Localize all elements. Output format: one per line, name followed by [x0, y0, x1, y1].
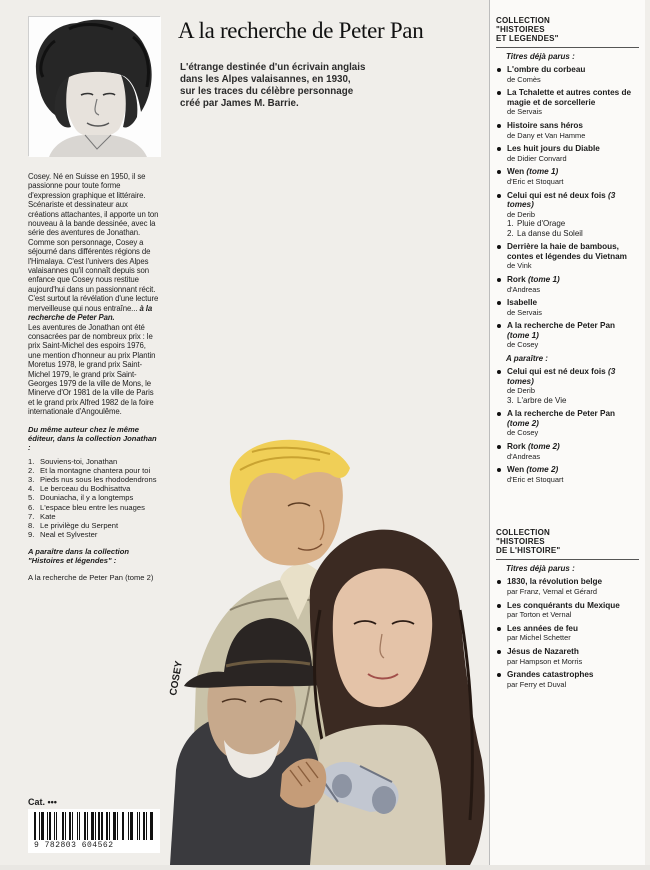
artist-signature: COSEY: [168, 660, 186, 697]
entry-title-text: Celui qui est né deux fois: [507, 367, 606, 377]
list-title: Et la montagne chantera pour toi: [40, 465, 151, 475]
jonathan-list-item: [28, 457, 160, 466]
list-number: 8.: [28, 520, 35, 530]
collection-entry: [496, 409, 639, 438]
collection-entry: [496, 242, 639, 271]
list-title: Pieds nus sous les rhododendrons: [40, 474, 157, 484]
list-title: Le berceau du Bodhisattva: [40, 484, 131, 494]
entry-author: de Cosey: [507, 340, 539, 350]
entry-author: d'Eric et Stoquart: [507, 176, 564, 186]
entry-volume: (tome 2): [526, 465, 559, 475]
sub-volume-title: La danse du Soleil: [517, 228, 583, 238]
barcode: [28, 809, 160, 853]
bullet-icon: [497, 324, 501, 328]
entry-volume: (tome 1): [507, 330, 539, 340]
collection-title-line: DE L'HISTOIRE": [496, 546, 561, 556]
entry-title: [507, 624, 639, 634]
list-title: Neal et Sylvester: [40, 530, 98, 540]
collection-entry: [496, 442, 639, 461]
entry-title: [507, 65, 639, 75]
bullet-icon: [497, 147, 501, 151]
collection-entry: [496, 65, 639, 84]
entry-title: [507, 670, 639, 680]
list-number: 4.: [28, 484, 35, 494]
published-list: [496, 65, 639, 350]
list-title: Le privilège du Serpent: [40, 520, 119, 530]
collection-title-line: "HISTOIRES: [496, 537, 545, 547]
left-column: [28, 16, 160, 583]
collection-title-line: COLLECTION: [496, 16, 550, 25]
sub-volume-title: Pluie d'Orage: [517, 219, 566, 229]
entry-title: [507, 191, 639, 210]
bullet-icon: [497, 68, 501, 72]
bullet-icon: [497, 627, 501, 631]
entry-title: [507, 88, 639, 107]
entry-author: par Franz, Vernal et Gérard: [507, 587, 597, 596]
collection-entry: [496, 275, 639, 294]
entry-author: de Servais: [507, 107, 542, 117]
entry-title-text: Les années de feu: [507, 623, 578, 633]
entry-volume: (tome 1): [527, 274, 560, 284]
collections-column: [489, 0, 645, 865]
entry-author: par Michel Schetter: [507, 633, 571, 643]
entry-title-text: Les conquérants du Mexique: [507, 600, 620, 610]
blurb: [180, 62, 470, 110]
author-bio: [28, 172, 160, 417]
entry-title-text: Derrière la haie de bambous, contes et légendes du Vietnam: [507, 242, 627, 261]
entry-title-text: Les huit jours du Diable: [507, 144, 600, 154]
entry-author: de Vink: [507, 261, 532, 271]
jonathan-list-item: [28, 512, 160, 521]
jonathan-list-item: [28, 466, 160, 475]
same-author-heading: Du même auteur chez le même éditeur, dans la collection Jonathan :: [28, 424, 157, 452]
bullet-icon: [497, 194, 501, 198]
entry-title-text: A la recherche de Peter Pan: [507, 321, 616, 331]
sub-volume-number: 3.: [507, 395, 514, 405]
entry-title: [507, 242, 639, 261]
collection-entry: [496, 321, 639, 350]
entry-title-text: La Tchalette et autres contes de magie et de sorcellerie: [507, 88, 632, 107]
list-number: 5.: [28, 493, 35, 503]
divider: [496, 47, 639, 48]
bullet-icon: [497, 124, 501, 128]
cover-illustration: [170, 440, 488, 865]
bullet-icon: [497, 245, 501, 249]
collection-entry: [496, 298, 639, 317]
sub-volume: [507, 219, 639, 228]
collection-entry: [496, 624, 639, 643]
entry-title: [507, 601, 639, 611]
collection-entry: [496, 144, 639, 163]
collection-title-line: COLLECTION: [496, 528, 550, 538]
entry-title-text: Rork: [507, 274, 526, 284]
sub-volume: [507, 396, 639, 405]
bullet-icon: [497, 412, 501, 416]
sub-volume-number: 2.: [507, 228, 514, 238]
bullet-icon: [497, 278, 501, 282]
upcoming-title: A la recherche de Peter Pan (tome 2): [28, 573, 154, 583]
entry-volume: (tome 2): [527, 442, 560, 452]
entry-author: d'Eric et Stoquart: [507, 474, 564, 484]
sub-volume: [507, 229, 639, 238]
entry-author: de Dany et Van Hamme: [507, 130, 586, 140]
entry-author: par Torton et Vernal: [507, 610, 572, 620]
list-title: Douniacha, il y a longtemps: [40, 493, 134, 503]
entry-author: par Ferry et Duval: [507, 679, 567, 689]
sub-volume-title: L'arbre de Vie: [517, 395, 567, 405]
published-list: [496, 577, 639, 689]
entry-title: [507, 144, 639, 154]
bullet-icon: [497, 604, 501, 608]
collection-entry: [496, 577, 639, 596]
jonathan-list-item: [28, 493, 160, 502]
entry-title: [507, 409, 639, 428]
entry-author: d'Andreas: [507, 451, 541, 461]
entry-author: de Servais: [507, 307, 542, 317]
collection-entry: [496, 121, 639, 140]
entry-title-text: 1830, la révolution belge: [507, 577, 603, 587]
divider: [496, 559, 639, 560]
bullet-icon: [497, 170, 501, 174]
list-title: L'espace bleu entre les nuages: [40, 502, 145, 512]
entry-author: de Derib: [507, 209, 535, 219]
blurb-line: créé par James M. Barrie.: [180, 98, 299, 109]
entry-volume: (tome 2): [507, 418, 539, 428]
bullet-icon: [497, 468, 501, 472]
entry-title: [507, 577, 639, 587]
entry-author: par Hampson et Morris: [507, 656, 583, 666]
collection-entry: [496, 601, 639, 620]
collection-entry: [496, 88, 639, 117]
entry-title-text: Wen: [507, 167, 525, 177]
entry-volume: (3 tomes): [507, 190, 616, 210]
entry-title-text: Grandes catastrophes: [507, 670, 594, 680]
entry-volume: (3 tomes): [507, 367, 616, 386]
entry-title-text: A la recherche de Peter Pan: [507, 409, 616, 419]
entry-title-text: L'ombre du corbeau: [507, 65, 586, 74]
sub-volume-number: 1.: [507, 219, 514, 229]
entry-author: de Derib: [507, 386, 535, 396]
published-label: Titres déjà parus :: [506, 52, 575, 61]
upcoming-list: [496, 367, 639, 484]
bullet-icon: [497, 301, 501, 305]
collection-entry: [496, 670, 639, 689]
collection-entry: [496, 465, 639, 484]
collection-entry: [496, 367, 639, 405]
bullet-icon: [497, 650, 501, 654]
entry-title: [507, 442, 639, 452]
jonathan-list-item: [28, 530, 160, 539]
jonathan-list: [28, 457, 160, 540]
blurb-line: L'étrange destinée d'un écrivain anglais: [180, 62, 366, 73]
entry-author: de Comès: [507, 74, 541, 84]
bullet-icon: [497, 673, 501, 677]
collection-title-line: ET LEGENDES": [496, 34, 559, 43]
entry-author: de Didier Convard: [507, 153, 567, 163]
collection-entry: [496, 647, 639, 666]
author-photo: [28, 16, 160, 156]
published-label: Titres déjà parus :: [506, 564, 575, 574]
upcoming-label: A paraître :: [506, 354, 548, 364]
catalogue-label: Cat. •••: [28, 797, 57, 807]
jonathan-list-item: [28, 503, 160, 512]
collection-entry: [496, 167, 639, 186]
jonathan-list-item: [28, 484, 160, 493]
collection-entry: [496, 191, 639, 239]
bullet-icon: [497, 370, 501, 374]
entry-title: [507, 647, 639, 657]
entry-title-text: Histoire sans héros: [507, 120, 583, 130]
entry-title: [507, 367, 639, 386]
entry-title: [507, 298, 639, 308]
bio-italic: à la recherche de Peter Pan.: [28, 303, 153, 323]
entry-author: d'Andreas: [507, 284, 541, 294]
entry-title-text: Rork: [507, 442, 526, 452]
list-number: 3.: [28, 474, 35, 484]
list-title: Kate: [40, 511, 56, 521]
collection-title: [496, 16, 639, 43]
list-number: 1.: [28, 456, 35, 466]
bio-text: Cosey. Né en Suisse en 1950, il se passionne pour toute forme d'expression graphique et littéraire. Scénariste et dessinateur aux créations attachantes, il apporte un ton nouveau à la bande dessinée, avec la série des aventures de Jonathan. Comme son personnage, Cosey a séjourné dans différentes régions de l'Himalaya. C'est l'univers des Alpes valaisannes qu'il connaît depuis son enfance que Cosey nous restitue aujourd'hui dans un passionnant récit. C'est surtout la révélation d'une lecture merveilleuse qui nous entraîne...: [28, 172, 159, 313]
list-number: 6.: [28, 502, 35, 512]
jonathan-list-item: [28, 521, 160, 530]
entry-title-text: Wen: [507, 465, 525, 475]
book-title: A la recherche de Peter Pan: [178, 18, 424, 43]
entry-title-text: Isabelle: [507, 298, 538, 308]
barcode-digits: 9 782803 604562: [34, 841, 114, 850]
list-number: 7.: [28, 511, 35, 521]
upcoming-heading: A paraître dans la collection "Histoires et légendes" :: [28, 547, 129, 566]
bullet-icon: [497, 91, 501, 95]
entry-title-text: Celui qui est né deux fois: [507, 190, 606, 200]
entry-author: de Cosey: [507, 428, 539, 438]
list-title: Souviens-toi, Jonathan: [40, 456, 118, 466]
bio-prizes: Les aventures de Jonathan ont été consacrées par de nombreux prix : le prix Saint-Michel des espoirs 1976, une mention d'honneur au prix Plantin Moretus 1978, le grand prix Saint-Michel 1979, le grand prix Saint-Georges 1979 de la ville de Mons, le Minerve d'Or 1981 de la ville de Paris et le grand prix Alfred 1982 de la foire internationale d'Angoulême.: [28, 322, 156, 417]
list-number: 9.: [28, 530, 35, 540]
entry-title: [507, 465, 639, 475]
collection-title-line: "HISTOIRES: [496, 25, 545, 34]
entry-title: [507, 321, 639, 340]
entry-title-text: Jésus de Nazareth: [507, 646, 579, 656]
entry-volume: (tome 1): [526, 167, 559, 177]
entry-title: [507, 275, 639, 285]
collection-title: [496, 528, 639, 555]
entry-title: [507, 121, 639, 131]
bullet-icon: [497, 445, 501, 449]
blurb-line: sur les traces du célèbre personnage: [180, 86, 354, 97]
blurb-line: dans les Alpes valaisannes, en 1930,: [180, 74, 351, 85]
entry-title: [507, 167, 639, 177]
jonathan-list-item: [28, 475, 160, 484]
list-number: 2.: [28, 465, 35, 475]
barcode-bars: [34, 812, 154, 840]
bullet-icon: [497, 580, 501, 584]
